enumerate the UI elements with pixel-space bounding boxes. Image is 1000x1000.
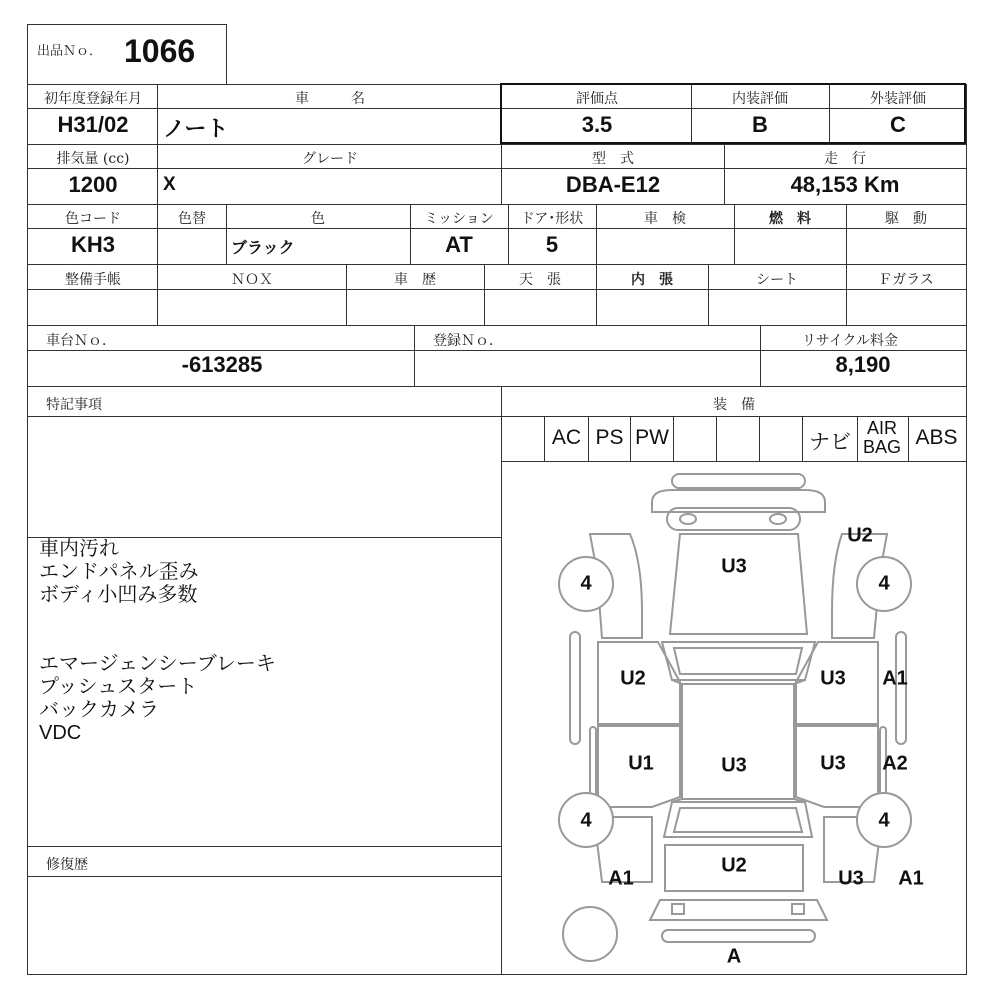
exterior-label: 外装評価 — [870, 91, 926, 107]
first-reg-value: H31/02 — [57, 112, 129, 137]
sunroof-label: 天 張 — [519, 272, 561, 288]
grade-label: グレード — [302, 151, 358, 167]
interior-trim-label: 内 張 — [631, 272, 673, 288]
grade-value: X — [163, 174, 176, 195]
doors-label: ドア･形状 — [520, 211, 584, 227]
note-line: プッシュスタート — [39, 676, 198, 698]
mark-right-rear-quarter: U3 — [838, 867, 864, 890]
equip-airbag: AIR BAG — [862, 418, 901, 457]
equip-abs: ABS — [915, 426, 958, 449]
score-label: 評価点 — [576, 91, 618, 107]
note-line: 車内汚れ — [39, 538, 119, 560]
drive-label: 駆 動 — [885, 211, 927, 227]
note-line: ボディ小凹み多数 — [39, 584, 198, 606]
note-line: バックカメラ — [39, 699, 159, 721]
chassis-label: 車台Ｎｏ． — [46, 333, 116, 349]
displacement-label: 排気量 (cc) — [56, 151, 130, 167]
nox-label: ＮＯＸ — [231, 272, 273, 288]
color-value: ブラック — [231, 240, 295, 257]
mileage-value: 48,153 Km — [790, 172, 900, 197]
model-value: DBA-E12 — [565, 172, 661, 197]
mark-hood: U3 — [721, 555, 747, 578]
equip-navi: ナビ — [809, 431, 851, 454]
mark-right-front-door: U3 — [820, 667, 846, 690]
history-label: 車 歴 — [394, 272, 436, 288]
mark-tire-rl: 4 — [580, 809, 592, 832]
f-glass-label: Ｆガラス — [878, 272, 934, 288]
note-line — [39, 607, 494, 630]
mission-label: ミッション — [424, 211, 494, 227]
color-label: 色 — [311, 211, 325, 227]
repair-label: 修復歴 — [46, 857, 88, 873]
notes-list — [39, 538, 494, 745]
mark-right-front-sill: A1 — [882, 667, 908, 690]
exterior-value: C — [890, 112, 906, 137]
car-name-value: ノート — [163, 116, 229, 141]
mark-left-front-door: U2 — [620, 667, 646, 690]
note-line: エンドパネル歪み — [39, 561, 199, 583]
color-code-label: 色コード — [65, 211, 121, 227]
mark-left-rear-door: U1 — [628, 752, 654, 775]
mark-tire-fr: 4 — [878, 572, 890, 595]
note-line: エマージェンシーブレーキ — [39, 653, 276, 675]
lot-number-box — [27, 24, 227, 85]
interior-value: B — [752, 112, 768, 137]
mission-value: AT — [445, 232, 473, 257]
car-diagram — [502, 462, 966, 974]
mark-right-rear-sill: A2 — [882, 752, 908, 775]
maintenance-label: 整備手帳 — [65, 272, 121, 288]
mark-left-rear-quarter: A1 — [608, 867, 634, 890]
mark-rear-bumper: A — [726, 945, 742, 968]
seat-label: シート — [756, 272, 798, 288]
score-value: 3.5 — [581, 112, 613, 137]
lot-number-label: 出品Ｎｏ． — [37, 44, 103, 59]
equip-ac: AC — [551, 426, 582, 449]
mark-right-rear-door: U3 — [820, 752, 846, 775]
mark-right-rear-corner: A1 — [898, 867, 924, 890]
chassis-value: -613285 — [181, 352, 263, 377]
mileage-label: 走 行 — [824, 151, 866, 167]
mark-tire-fl: 4 — [580, 572, 592, 595]
color-change-label: 色替 — [178, 211, 206, 227]
recycle-label: リサイクル料金 — [801, 333, 899, 349]
mark-tire-rr: 4 — [878, 809, 890, 832]
model-label: 型 式 — [592, 151, 634, 167]
fuel-label: 燃 料 — [769, 211, 811, 227]
equip-ps: PS — [595, 426, 624, 449]
color-code-value: KH3 — [70, 232, 116, 257]
inspection-label: 車 検 — [644, 211, 686, 227]
first-reg-label: 初年度登録年月 — [44, 91, 142, 107]
note-line — [39, 630, 494, 653]
equipment-label: 装 備 — [713, 397, 755, 413]
lot-number-value: 1066 — [124, 33, 196, 69]
registration-label: 登録Ｎｏ． — [433, 333, 503, 349]
displacement-value: 1200 — [68, 172, 118, 197]
notes-label: 特記事項 — [46, 397, 102, 413]
note-line: VDC — [39, 722, 82, 744]
mark-trunk: U2 — [721, 854, 747, 877]
mark-roof: U3 — [721, 754, 747, 777]
mark-front-right-top: U2 — [847, 524, 873, 547]
equip-pw: PW — [635, 426, 669, 449]
interior-label: 内装評価 — [732, 91, 788, 107]
car-name-label: 車 名 — [295, 91, 365, 107]
recycle-value: 8,190 — [835, 352, 891, 377]
doors-value: 5 — [545, 232, 559, 257]
